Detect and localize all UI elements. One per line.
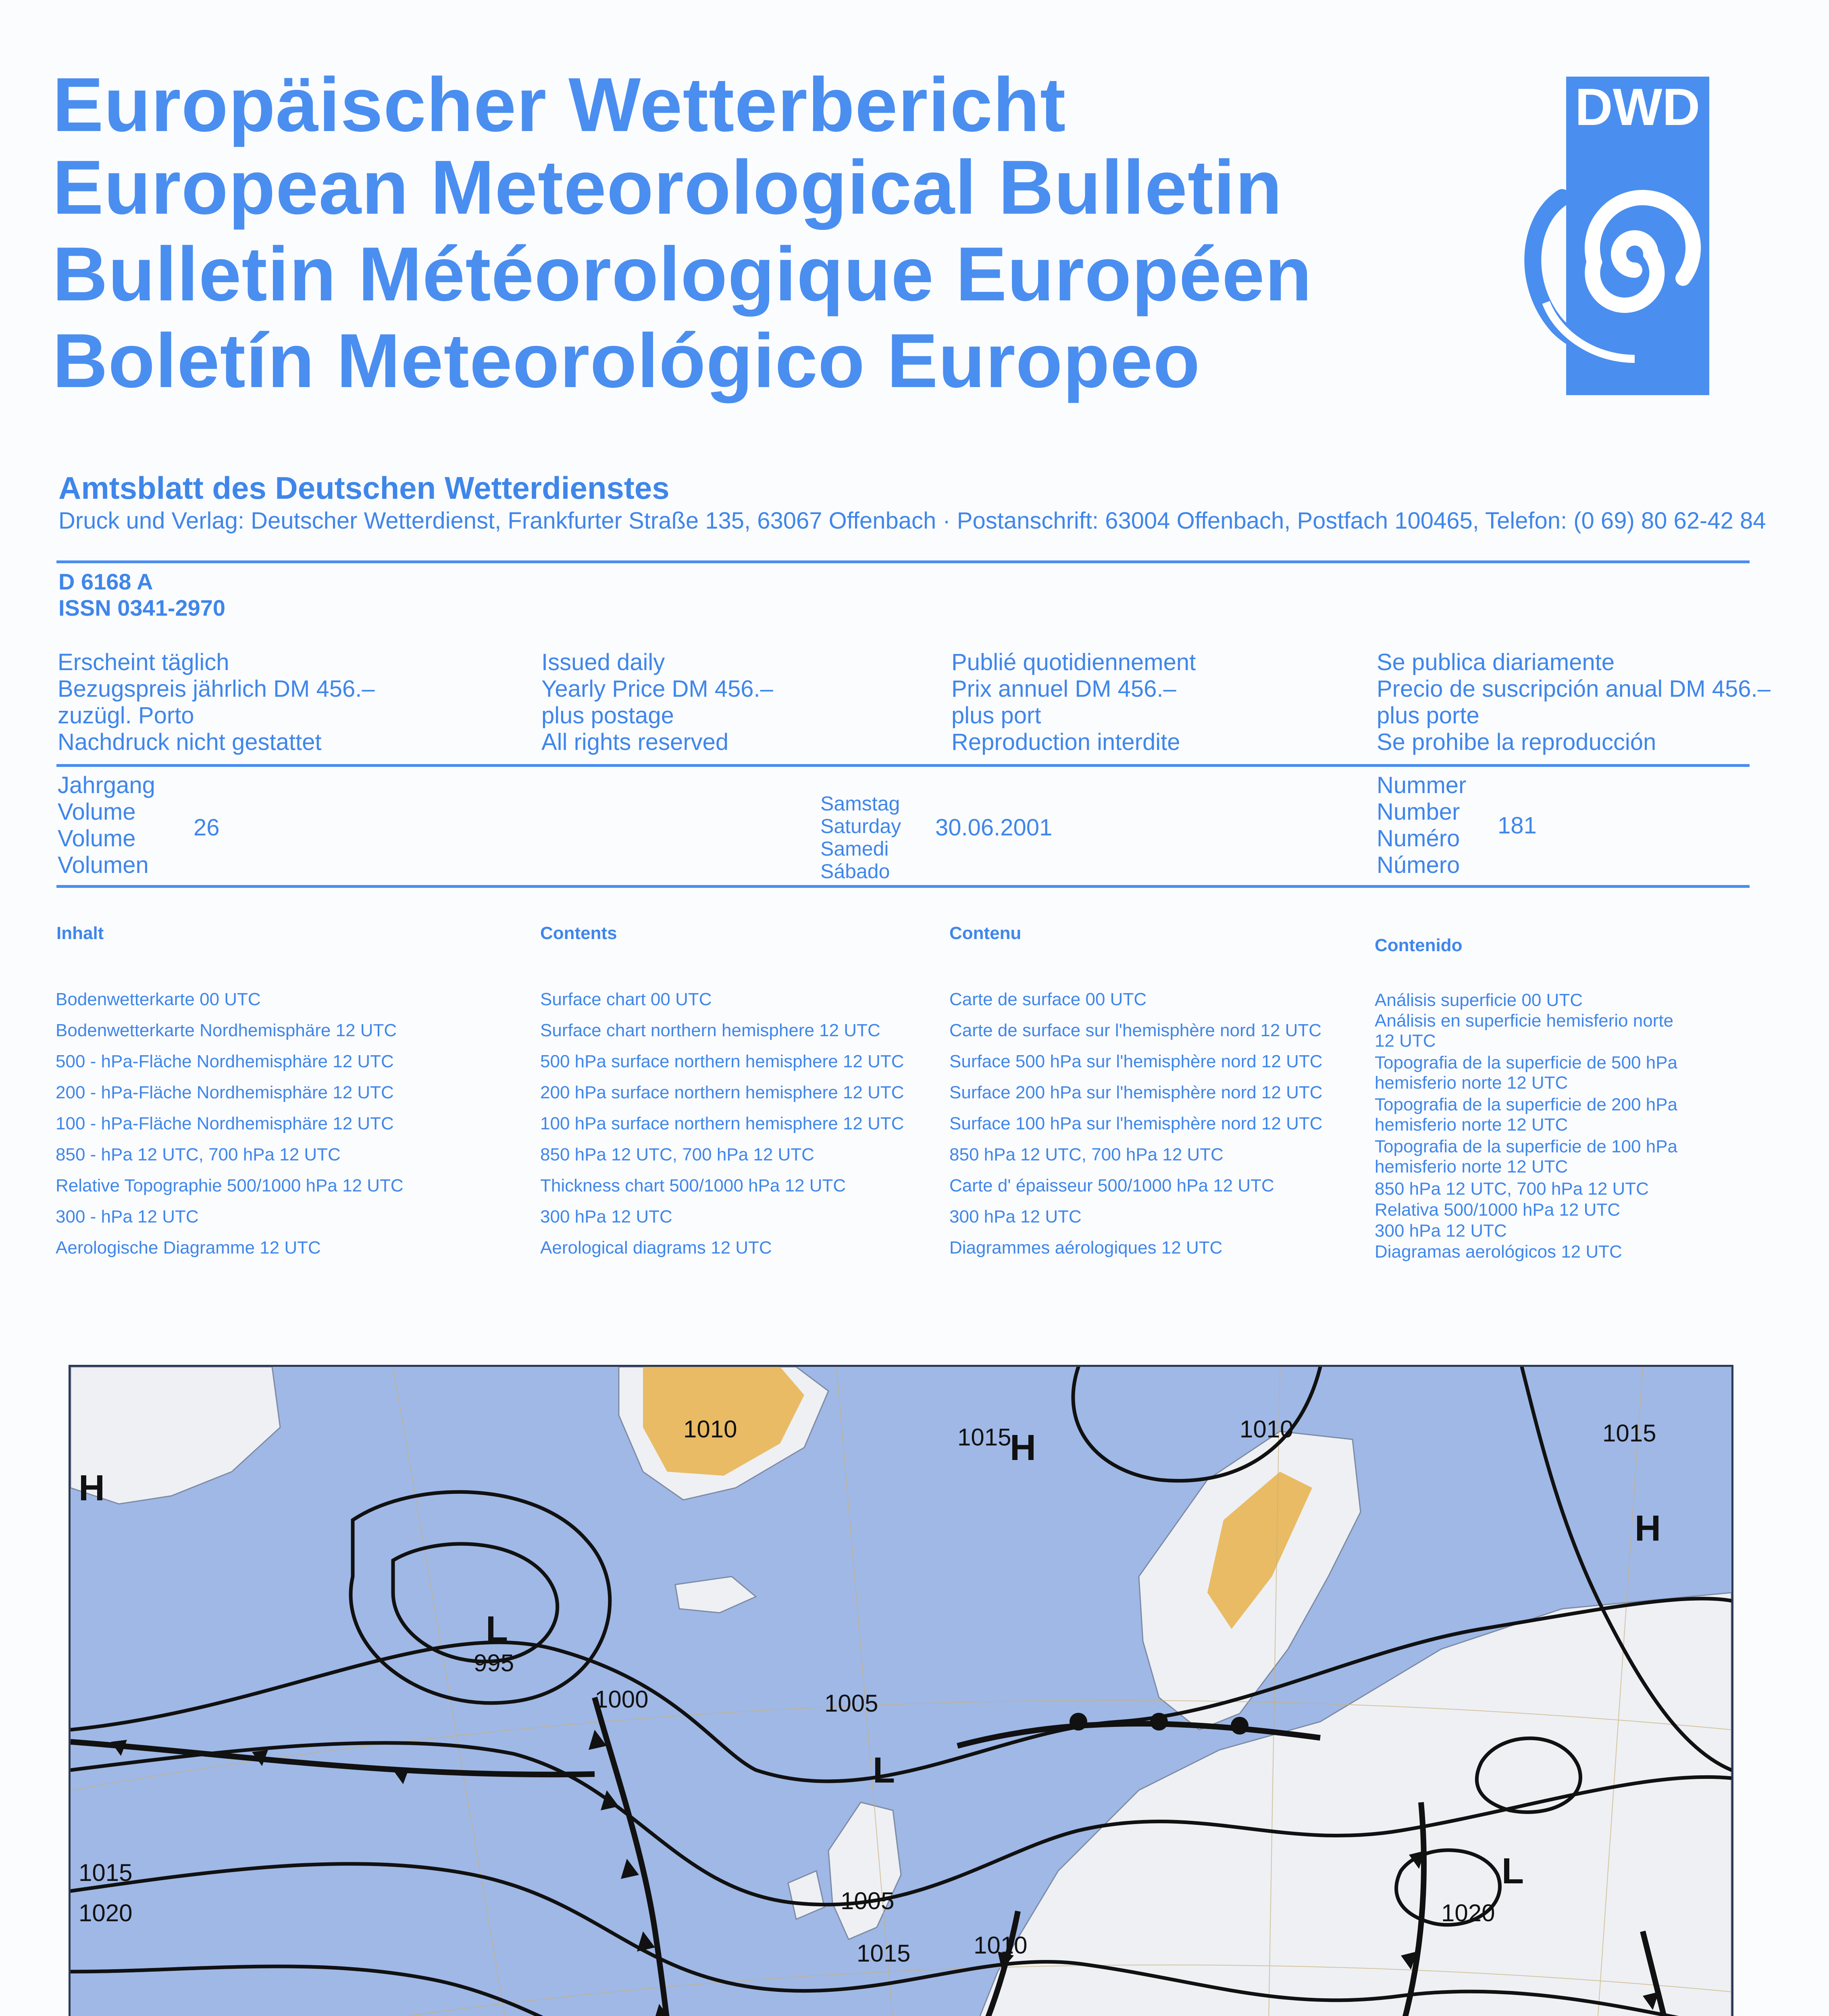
isobar-label: 1010 xyxy=(1240,1416,1294,1443)
divider xyxy=(56,764,1750,767)
list-item: 300 hPa 12 UTC xyxy=(949,1207,1082,1227)
isobar-label: 995 xyxy=(474,1649,514,1677)
contents-list-german xyxy=(56,984,404,1263)
list-item: Surface 500 hPa sur l'hemisphère nord 12 UTC xyxy=(949,1052,1323,1071)
publisher-line: Amtsblatt des Deutschen Wetterdienstes xyxy=(58,470,670,506)
list-item: Topografia de la superficie de 500 hPa hemisferio norte 12 UTC xyxy=(1375,1053,1677,1093)
isobar-label: 1005 xyxy=(841,1887,895,1914)
contents-heading-french: Contenu xyxy=(949,923,1022,943)
isobar-label: 1010 xyxy=(683,1416,737,1443)
list-item: Thickness chart 500/1000 hPa 12 UTC xyxy=(540,1176,846,1195)
surface-weather-map xyxy=(69,1365,1733,2016)
isobar-label: 1020 xyxy=(79,1899,133,1926)
continental-europe xyxy=(949,1593,1731,2016)
issue-date: 30.06.2001 xyxy=(935,814,1053,841)
list-item: Bodenwetterkarte Nordhemisphäre 12 UTC xyxy=(56,1020,397,1040)
list-item: Topografia de la superficie de 200 hPa hemisferio norte 12 UTC xyxy=(1375,1095,1677,1135)
list-item: 850 hPa 12 UTC, 700 hPa 12 UTC xyxy=(949,1145,1223,1164)
isobar-label: 1010 xyxy=(974,1932,1028,1959)
list-item: Análisis en superficie hemisferio norte 12 UTC xyxy=(1375,1011,1674,1051)
isobar-label: 1020 xyxy=(1441,1899,1495,1926)
address-line: Druck und Verlag: Deutscher Wetterdienst, Frankfurter Straße 135, 63067 Offenbach · Postanschrift: 63004 Offenbach, Postfach 100465, Telefon: (0 69) 80 62-42 84 xyxy=(58,508,1766,534)
list-item: Carte d' épaisseur 500/1000 hPa 12 UTC xyxy=(949,1176,1274,1195)
list-item: 100 hPa surface northern hemisphere 12 UTC xyxy=(540,1114,904,1133)
british-isles xyxy=(828,1802,901,1939)
contents-heading-spanish: Contenido xyxy=(1375,935,1463,955)
list-item: 850 - hPa 12 UTC, 700 hPa 12 UTC xyxy=(56,1145,341,1164)
low-pressure-center: L xyxy=(1502,1851,1524,1891)
notice-german: Erscheint täglich Bezugspreis jährlich DM 456.– zuzügl. Porto Nachdruck nicht gestattet xyxy=(58,649,375,755)
issue-number: 181 xyxy=(1498,812,1537,839)
ireland xyxy=(788,1871,824,1919)
volume-labels: Jahrgang Volume Volume Volumen xyxy=(58,772,155,878)
contents-list-spanish xyxy=(1375,990,1681,1262)
isobar-label: 1015 xyxy=(957,1424,1011,1451)
notice-spanish: Se publica diariamente Precio de suscripción anual DM 456.– plus porte Se prohibe la reproducción xyxy=(1377,649,1771,755)
list-item: Relativa 500/1000 hPa 12 UTC xyxy=(1375,1200,1621,1220)
list-item: Bodenwetterkarte 00 UTC xyxy=(56,989,261,1009)
iceland xyxy=(675,1577,756,1613)
list-item: 500 hPa surface northern hemisphere 12 UTC xyxy=(540,1052,904,1071)
low-pressure-center: L xyxy=(486,1609,508,1649)
isobar-label: 1015 xyxy=(79,1859,133,1886)
logo-text: DWD xyxy=(1575,77,1700,136)
contents-heading-english: Contents xyxy=(540,923,617,943)
list-item: 200 hPa surface northern hemisphere 12 UTC xyxy=(540,1083,904,1102)
list-item: Diagrammes aérologiques 12 UTC xyxy=(949,1238,1223,1258)
notice-french: Publié quotidiennement Prix annuel DM 456.– plus port Reproduction interdite xyxy=(951,649,1196,755)
title-spanish: Boletín Meteorológico Europeo xyxy=(52,318,1201,404)
list-item: 850 hPa 12 UTC, 700 hPa 12 UTC xyxy=(540,1145,814,1164)
list-item: Diagramas aerológicos 12 UTC xyxy=(1375,1242,1622,1262)
list-item: Aerological diagrams 12 UTC xyxy=(540,1238,772,1258)
list-item: 300 hPa 12 UTC xyxy=(540,1207,672,1227)
list-item: Surface 100 hPa sur l'hemisphère nord 12 UTC xyxy=(949,1114,1323,1133)
list-item: Aerologische Diagramme 12 UTC xyxy=(56,1238,321,1258)
title-german: Europäischer Wetterbericht xyxy=(52,62,1066,148)
volume-value: 26 xyxy=(194,814,220,841)
publication-code: D 6168 A xyxy=(58,569,153,594)
isobar-label: 1015 xyxy=(857,1940,911,1967)
notice-english: Issued daily Yearly Price DM 456.– plus postage All rights reserved xyxy=(541,649,773,755)
list-item: Análisis superficie 00 UTC xyxy=(1375,990,1583,1010)
list-item: 100 - hPa-Fläche Nordhemisphäre 12 UTC xyxy=(56,1114,394,1133)
list-item: Carte de surface 00 UTC xyxy=(949,989,1147,1009)
divider xyxy=(56,885,1750,888)
list-item: Surface chart 00 UTC xyxy=(540,989,712,1009)
low-pressure-center: L xyxy=(873,1750,895,1791)
number-labels: Nummer Number Numéro Número xyxy=(1377,772,1467,878)
divider xyxy=(56,560,1750,563)
isobar-label: 1005 xyxy=(824,1690,878,1717)
list-item: 850 hPa 12 UTC, 700 hPa 12 UTC xyxy=(1375,1179,1649,1199)
title-english: European Meteorological Bulletin xyxy=(52,145,1283,230)
list-item: 300 hPa 12 UTC xyxy=(1375,1221,1507,1241)
list-item: Surface chart northern hemisphere 12 UTC xyxy=(540,1020,880,1040)
title-french: Bulletin Météorologique Européen xyxy=(52,231,1312,317)
dwd-logo xyxy=(1514,77,1709,395)
isobar-label: 1015 xyxy=(1602,1420,1656,1447)
list-item: 500 - hPa-Fläche Nordhemisphäre 12 UTC xyxy=(56,1052,394,1071)
list-item: Relative Topographie 500/1000 hPa 12 UTC xyxy=(56,1176,404,1195)
list-item: 200 - hPa-Fläche Nordhemisphäre 12 UTC xyxy=(56,1083,394,1102)
day-labels: Samstag Saturday Samedi Sábado xyxy=(820,792,901,883)
issn: ISSN 0341-2970 xyxy=(58,595,226,621)
list-item: Carte de surface sur l'hemisphère nord 12 UTC xyxy=(949,1020,1322,1040)
list-item: 300 - hPa 12 UTC xyxy=(56,1207,199,1227)
contents-list-french xyxy=(949,984,1323,1263)
list-item: Topografia de la superficie de 100 hPa hemisferio norte 12 UTC xyxy=(1375,1137,1677,1177)
high-pressure-center: H xyxy=(1635,1508,1661,1549)
contents-heading-german: Inhalt xyxy=(56,923,104,943)
isobar-label: 1000 xyxy=(595,1686,649,1713)
high-pressure-center: H xyxy=(1010,1428,1036,1468)
list-item: Surface 200 hPa sur l'hemisphère nord 12 UTC xyxy=(949,1083,1323,1102)
contents-list-english xyxy=(540,984,904,1263)
high-pressure-center: H xyxy=(79,1468,105,1508)
